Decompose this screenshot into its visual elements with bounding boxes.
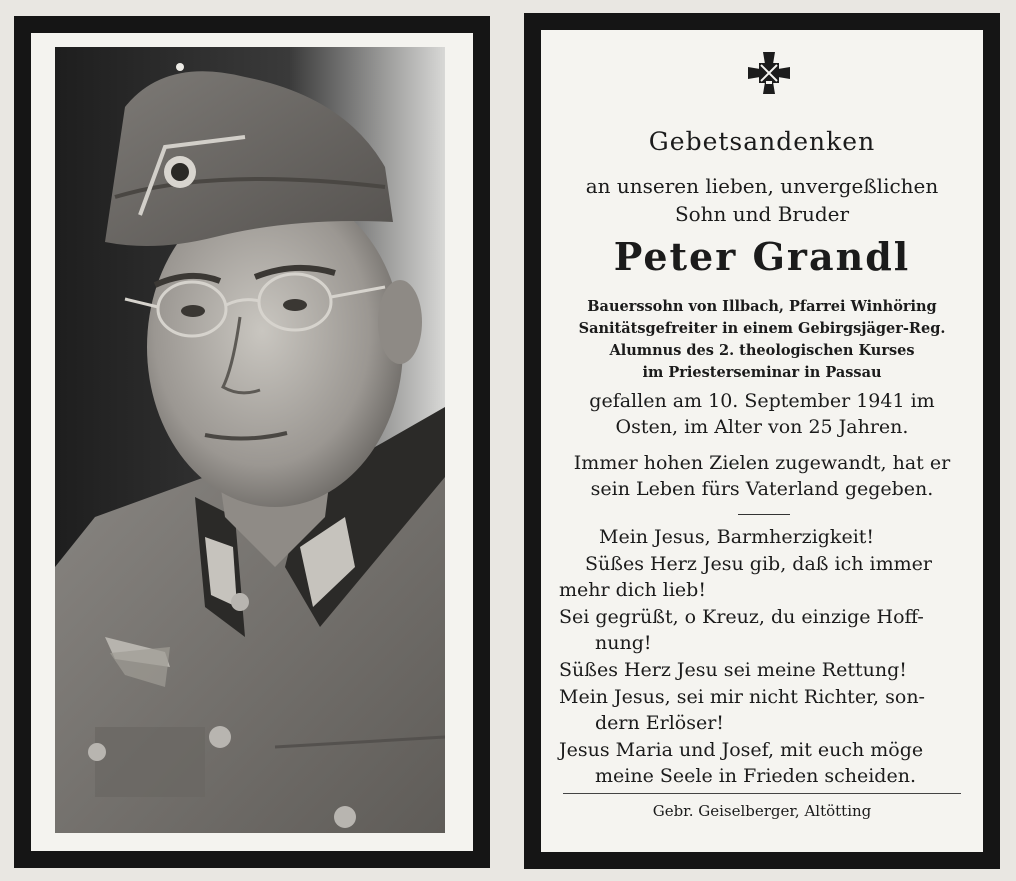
prayer-line: Mein Jesus, sei mir nicht Richter, son- <box>559 685 925 708</box>
intro-line: Sohn und Bruder <box>674 202 850 226</box>
printer-imprint: Gebr. Geiselberger, Altötting <box>652 802 872 820</box>
detail-line: Alumnus des 2. theologischen Kurses <box>609 342 915 359</box>
prayer-line: Süßes Herz Jesu gib, daß ich immer <box>585 552 932 575</box>
footer-rule <box>563 793 961 794</box>
prayer-line: Sei gegrüßt, o Kreuz, du einzige Hoff- <box>559 605 924 628</box>
photo-card <box>14 16 490 868</box>
death-line: Osten, im Alter von 25 Jahren. <box>615 416 909 438</box>
motto <box>563 450 961 502</box>
prayer-card <box>524 13 1000 869</box>
card-heading: Gebetsandenken <box>648 127 876 156</box>
prayer-line: mehr dich lieb! <box>559 579 706 602</box>
prayer-card-inner <box>541 30 983 852</box>
biographical-details <box>541 296 983 384</box>
intro-line: an unseren lieben, unvergeßlichen <box>585 174 939 198</box>
detail-line: Bauerssohn von Illbach, Pfarrei Winhöring <box>587 298 937 315</box>
iron-cross-icon <box>746 50 792 96</box>
deceased-name: Peter Grandl <box>613 234 911 279</box>
death-line: gefallen am 10. September 1941 im <box>589 390 935 412</box>
motto-line: Immer hohen Zielen zugewandt, hat er <box>573 452 951 474</box>
prayer-line: meine Seele in Frieden scheiden. <box>595 765 916 788</box>
detail-line: im Priesterseminar in Passau <box>642 364 882 381</box>
photo-card-inner <box>31 33 473 851</box>
divider <box>738 514 790 515</box>
prayer-list <box>559 524 969 790</box>
prayer-card-text <box>541 30 983 852</box>
prayer-line: Mein Jesus, Barmherzigkeit! <box>599 526 875 548</box>
prayer-line: Jesus Maria und Josef, mit euch möge <box>559 738 924 761</box>
prayer-line: nung! <box>595 632 652 655</box>
detail-line: Sanitätsgefreiter in einem Gebirgsjäger-Reg. <box>578 320 946 337</box>
prayer-line: dern Erlöser! <box>595 712 724 735</box>
soldier-portrait-photo <box>55 47 445 833</box>
intro-text <box>541 172 983 228</box>
motto-line: sein Leben fürs Vaterland gegeben. <box>590 478 934 500</box>
death-notice <box>563 388 961 440</box>
prayer-line: Süßes Herz Jesu sei meine Rettung! <box>559 658 907 681</box>
